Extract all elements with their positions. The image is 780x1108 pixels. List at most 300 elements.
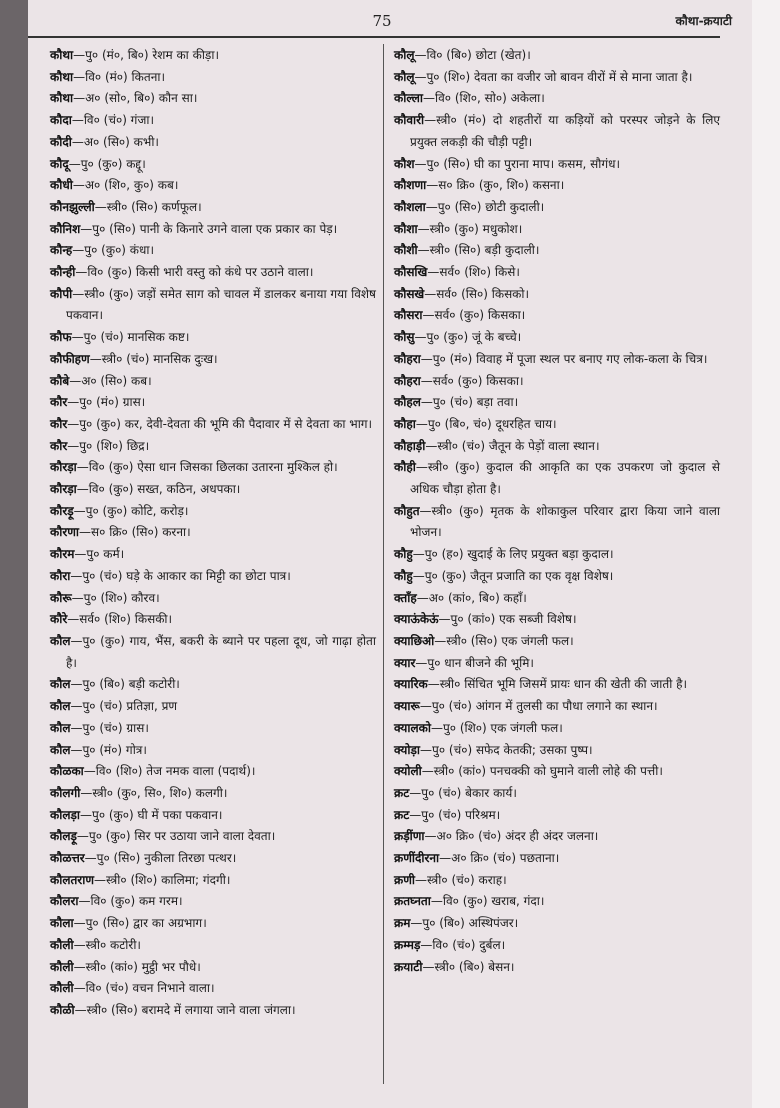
- headword: कौसखि: [394, 265, 428, 280]
- definition: पु० (कु०) कंधा।: [84, 243, 155, 258]
- em-dash: —: [70, 742, 83, 757]
- headword: कौशा: [394, 221, 418, 236]
- definition: पु० (चं०) प्रतिज्ञा, प्रण: [82, 699, 178, 714]
- definition: वि० (कु०) सख्त, कठिन, अधपका।: [88, 482, 241, 497]
- dictionary-entry: [394, 262, 720, 284]
- dictionary-entry: [394, 305, 720, 327]
- em-dash: —: [420, 373, 433, 388]
- em-dash: —: [80, 807, 92, 822]
- headword: कौलतराण: [50, 872, 94, 887]
- em-dash: —: [84, 851, 97, 866]
- headword: क्रणींदीरना: [394, 851, 440, 866]
- headword: कौनिश: [50, 221, 81, 236]
- headword: क्योड़ा: [394, 742, 421, 757]
- definition: पु० (मं०) ग्रास।: [79, 395, 146, 410]
- em-dash: —: [414, 48, 427, 62]
- headword: कौरड़ा: [50, 482, 77, 497]
- em-dash: —: [83, 764, 96, 779]
- headword: कौहुत: [394, 503, 420, 518]
- em-dash: —: [94, 872, 106, 887]
- em-dash: —: [73, 503, 86, 518]
- definition: अ० (सो०, बि०) कौन सा।: [85, 91, 198, 106]
- headword: क्रट: [394, 785, 410, 800]
- em-dash: —: [414, 69, 427, 84]
- dictionary-entry: [394, 653, 720, 675]
- definition: स्त्री० (सि०) कर्णफूल।: [106, 199, 202, 214]
- headword: क्यारू: [394, 699, 420, 714]
- dictionary-entry: [394, 631, 720, 653]
- em-dash: —: [67, 416, 80, 431]
- dictionary-entry: [50, 88, 376, 110]
- definition: पु० (मं०) गोत्र।: [82, 742, 147, 757]
- em-dash: —: [73, 91, 86, 106]
- headword: कौहाड़ी: [394, 438, 426, 453]
- em-dash: —: [415, 460, 428, 475]
- definition: अ० क्रि० (चं०) पछताना।: [451, 851, 560, 866]
- em-dash: —: [70, 699, 83, 714]
- headword: क्याछिओ: [394, 633, 435, 648]
- headword: क्रतघ्नता: [394, 894, 431, 909]
- em-dash: —: [67, 438, 80, 453]
- em-dash: —: [424, 113, 437, 128]
- headword: कौल: [50, 742, 71, 757]
- em-dash: —: [425, 199, 438, 214]
- headword: कौला: [50, 916, 74, 931]
- dictionary-entry: [50, 479, 376, 501]
- headword: कौधी: [50, 178, 73, 193]
- headword: कौहु: [394, 547, 413, 562]
- dictionary-entry: [394, 327, 720, 349]
- running-head: कौथा-क्रयाटी: [675, 14, 732, 28]
- headword: कौदा: [50, 113, 72, 128]
- headword: कौहा: [394, 416, 416, 431]
- dictionary-entry: [50, 826, 376, 848]
- dictionary-entry: [50, 45, 376, 67]
- em-dash: —: [417, 243, 430, 258]
- em-dash: —: [420, 395, 433, 410]
- headword: कौदू: [50, 156, 69, 171]
- definition: वि० (कु०) खराब, गंदा।: [442, 894, 545, 909]
- dictionary-entry: [50, 219, 376, 241]
- em-dash: —: [425, 438, 438, 453]
- headword: कौसु: [394, 330, 415, 345]
- em-dash: —: [427, 677, 440, 692]
- dictionary-entry: [50, 631, 376, 674]
- dictionary-entry: [50, 414, 376, 436]
- definition: पु० कर्म।: [86, 547, 125, 562]
- dictionary-entry: [394, 392, 720, 414]
- dictionary-entry: [50, 67, 376, 89]
- left-column: [50, 45, 376, 1022]
- dictionary-entry: [394, 870, 720, 892]
- em-dash: —: [68, 156, 81, 171]
- definition: पु० (कु०) सिर पर उठाया जाने वाला देवता।: [88, 829, 276, 844]
- dictionary-entry: [394, 371, 720, 393]
- definition: पु० (सि०) घी का पुराना माप। कसम, सौगंध।: [426, 156, 621, 171]
- em-dash: —: [72, 243, 85, 258]
- definition: स्त्री० (कु०) जड़ों समेत साग को चावल में डालकर बनाया गया विशेष पकवान।: [66, 286, 376, 323]
- definition: स्त्री० (चं०) कराह।: [427, 872, 507, 887]
- definition: पु० (शि०) देवता का वजीर जो बावन वीरों में से माना जाता है।: [426, 69, 693, 84]
- dictionary-entry: [394, 913, 720, 935]
- definition: स्त्री० (सि०) एक जंगली फल।: [446, 633, 574, 648]
- headword: कौर: [50, 395, 68, 410]
- dictionary-entry: [50, 609, 376, 631]
- dictionary-entry: [50, 891, 376, 913]
- headword: कौबे: [50, 373, 70, 388]
- em-dash: —: [424, 829, 437, 844]
- dictionary-entry: [394, 197, 720, 219]
- em-dash: —: [420, 742, 433, 757]
- headword: क्रणी: [394, 872, 416, 887]
- headword: कौलरा: [50, 894, 79, 909]
- headword: कौली: [50, 959, 74, 974]
- page-number: 75: [372, 12, 392, 30]
- dictionary-entry: [394, 544, 720, 566]
- dictionary-entry: [394, 588, 720, 610]
- em-dash: —: [415, 655, 428, 670]
- dictionary-entry: [50, 718, 376, 740]
- headword: कौल: [50, 720, 71, 735]
- definition: स० क्रि० (सि०) करना।: [91, 525, 191, 540]
- em-dash: —: [438, 612, 451, 627]
- em-dash: —: [67, 612, 80, 627]
- em-dash: —: [414, 330, 427, 345]
- definition: पु० (सि०) नुकीला तिरछा पत्थर।: [96, 851, 237, 866]
- definition: स्त्री० (मं०) दो शहतीरों या कड़ियों को परस्पर जोड़ने के लिए प्रयुक्त लकड़ी की चौड़ी पट्टी।: [410, 113, 720, 149]
- headword: कौरा: [50, 568, 71, 583]
- dictionary-entry: [50, 957, 376, 979]
- definition: पु० (मं०) विवाह में पूजा स्थल पर बनाए गए लोक-कला के चित्र।: [432, 351, 708, 366]
- em-dash: —: [80, 785, 93, 800]
- em-dash: —: [434, 633, 447, 648]
- headword: कौही: [394, 460, 416, 475]
- em-dash: —: [416, 590, 429, 605]
- dictionary-entry: [394, 718, 720, 740]
- definition: पु० (चं०) बड़ा तवा।: [432, 395, 519, 410]
- definition: पु० (चं०) बेकार कार्य।: [421, 785, 517, 800]
- dictionary-entry: [394, 501, 720, 544]
- definition: अ० (कां०, बि०) कहाँ।: [428, 590, 527, 605]
- dictionary-entry: [50, 761, 376, 783]
- definition: स्त्री० (सि०) बरामदे में लगाया जाने वाला जंगला।: [86, 1002, 296, 1017]
- em-dash: —: [415, 416, 428, 431]
- em-dash: —: [410, 916, 423, 931]
- em-dash: —: [70, 633, 83, 648]
- definition: पु० (कु०) जैतून प्रजाति का एक वृक्ष विशेष।: [424, 568, 614, 583]
- em-dash: —: [430, 720, 443, 735]
- em-dash: —: [417, 221, 430, 236]
- dictionary-entry: [394, 848, 720, 870]
- em-dash: —: [89, 351, 102, 366]
- dictionary-entry: [50, 544, 376, 566]
- headword: कौफीहण: [50, 351, 90, 366]
- dictionary-entry: [394, 45, 720, 67]
- dictionary-entry: [50, 240, 376, 262]
- headword: कौन्ह: [50, 243, 73, 258]
- definition: स्त्री० (कां०) पनचक्की को घुमाने वाली लोहे की पत्ती।: [433, 764, 663, 779]
- em-dash: —: [79, 525, 92, 540]
- em-dash: —: [412, 568, 425, 583]
- em-dash: —: [419, 503, 432, 518]
- definition: पु० (ह०) खुदाई के लिए प्रयुक्त बड़ा कुदाल।: [424, 547, 614, 562]
- headword: कौथा: [50, 91, 74, 106]
- dictionary-entry: [394, 566, 720, 588]
- em-dash: —: [424, 286, 437, 301]
- headword: कौरणा: [50, 525, 80, 540]
- dictionary-entry: [394, 761, 720, 783]
- dictionary-entry: [50, 978, 376, 1000]
- em-dash: —: [72, 286, 85, 301]
- em-dash: —: [422, 308, 435, 323]
- dictionary-entry: [394, 457, 720, 500]
- headword: कौल: [50, 699, 71, 714]
- em-dash: —: [80, 221, 93, 236]
- em-dash: —: [71, 113, 84, 128]
- definition: सर्व० (कु०) किसका।: [432, 373, 524, 388]
- dictionary-entry: [394, 175, 720, 197]
- dictionary-entry: [50, 371, 376, 393]
- definition: पु० (बि०) बड़ी कटोरी।: [82, 677, 180, 692]
- em-dash: —: [67, 395, 80, 410]
- em-dash: —: [426, 178, 439, 193]
- definition: स्त्री० (चं०) मानसिक दुःख।: [101, 351, 218, 366]
- definition: वि० (मं०) कितना।: [85, 69, 166, 84]
- dictionary-entry: [50, 588, 376, 610]
- dictionary-entry: [50, 740, 376, 762]
- definition: अ० क्रि० (चं०) अंदर ही अंदर जलना।: [436, 829, 599, 844]
- em-dash: —: [422, 91, 435, 106]
- headword: कौर: [50, 416, 68, 431]
- em-dash: —: [70, 720, 83, 735]
- definition: पु० (कु०) कर, देवी-देवता की भूमि की पैदावार में से देवता का भाग।: [79, 416, 373, 431]
- definition: अ० (सि०) कभी।: [83, 134, 159, 149]
- headword: कौफ: [50, 330, 72, 345]
- definition: वि० (कु०) कम गरम।: [90, 894, 183, 909]
- dictionary-entry: [394, 414, 720, 436]
- dictionary-entry: [50, 913, 376, 935]
- em-dash: —: [414, 156, 427, 171]
- definition: वि० (शि०) तेज नमक वाला (पदार्थ)।: [95, 764, 256, 779]
- dictionary-entry: [50, 805, 376, 827]
- definition: पु० (चं०) मानसिक कष्ट।: [83, 330, 190, 345]
- dictionary-entry: [394, 935, 720, 957]
- dictionary-entry: [50, 154, 376, 176]
- definition: स्त्री० (कु०, सि०, शि०) कलगी।: [92, 785, 228, 800]
- definition: पु० (चं०) सफेद केतकी; उसका पुष्प।: [432, 742, 593, 757]
- headword: कौळत्तर: [50, 851, 85, 866]
- dictionary-entry: [394, 110, 720, 153]
- headword: कौहरा: [394, 373, 421, 388]
- definition: सर्व० (शि०) किसे।: [439, 265, 520, 280]
- em-dash: —: [76, 460, 89, 475]
- definition: सर्व० (शि०) किसकी।: [79, 612, 173, 627]
- definition: पु० (चं०) आंगन में तुलसी का पौधा लगाने का स्थान।: [431, 699, 658, 714]
- headword: क्रड़ींणा: [394, 829, 425, 844]
- headword: क्यालको: [394, 720, 431, 735]
- em-dash: —: [415, 872, 428, 887]
- definition: पु० (चं०) ग्रास।: [82, 720, 149, 735]
- definition: पु० (सि०) पानी के किनारे उगने वाला एक प्रकार का पेड़।: [92, 221, 338, 236]
- headword: कौल: [50, 677, 71, 692]
- dictionary-entry: [50, 262, 376, 284]
- definition: पु० (शि०) कौरव।: [83, 590, 160, 605]
- dictionary-entry: [50, 501, 376, 523]
- dictionary-entry: [50, 392, 376, 414]
- definition: पु० (मं०, बि०) रेशम का कीड़ा।: [85, 48, 220, 62]
- definition: अ० (सि०) कब।: [81, 373, 152, 388]
- right-column: [394, 45, 720, 978]
- em-dash: —: [94, 199, 107, 214]
- definition: वि० (बि०) छोटा (खेत)।: [426, 48, 531, 62]
- dictionary-entry: [394, 674, 720, 696]
- definition: वि० (शि०, सो०) अकेला।: [434, 91, 545, 106]
- definition: पु० (शि०) छिद्र।: [79, 438, 150, 453]
- headword: क्रम: [394, 916, 411, 931]
- headword: क्यार: [394, 655, 416, 670]
- em-dash: —: [74, 547, 87, 562]
- definition: पु० (कां०) एक सब्जी विशेष।: [450, 612, 577, 627]
- definition: सर्व० (सि०) किसको।: [436, 286, 530, 301]
- headword: क्रट: [394, 807, 410, 822]
- definition: स्त्री० (कां०) मुट्ठी भर पौधे।: [85, 959, 201, 974]
- em-dash: —: [73, 937, 86, 952]
- headword: कौलगी: [50, 785, 81, 800]
- dictionary-entry: [394, 826, 720, 848]
- headword: कौश: [394, 156, 415, 171]
- definition: स्त्री० कटोरी।: [85, 937, 141, 952]
- dictionary-entry: [50, 197, 376, 219]
- headword: क्रम्मड़: [394, 937, 421, 952]
- headword: कौनझुल्ली: [50, 199, 95, 214]
- headword: कौरम: [50, 547, 75, 562]
- dictionary-entry: [394, 349, 720, 371]
- definition: पु० (कु०) घी में पका पकवान।: [92, 807, 223, 822]
- em-dash: —: [427, 265, 440, 280]
- definition: वि० (चं०) दुर्बल।: [432, 937, 506, 952]
- dictionary-entry: [50, 522, 376, 544]
- dictionary-entry: [394, 696, 720, 718]
- headword: कौरू: [50, 590, 72, 605]
- headword: कौल्ला: [394, 91, 423, 106]
- em-dash: —: [420, 351, 433, 366]
- headword: कौळका: [50, 764, 84, 779]
- definition: पु० (कु०) गाय, भैंस, बकरी के ब्याने पर पहला दूध, जो गाढ़ा होता है।: [66, 633, 376, 670]
- em-dash: —: [73, 916, 86, 931]
- dictionary-entry: [394, 154, 720, 176]
- definition: पु० (कु०) कोटि, करोड़।: [85, 503, 189, 518]
- headword: कौली: [50, 937, 74, 952]
- headword: कौरड़ू: [50, 503, 74, 518]
- headword: क्ताँह: [394, 590, 417, 605]
- headword: क्रयाटी: [394, 959, 423, 974]
- dictionary-entry: [394, 88, 720, 110]
- dictionary-entry: [50, 783, 376, 805]
- dictionary-entry: [394, 805, 720, 827]
- dictionary-entry: [50, 674, 376, 696]
- dictionary-entry: [50, 566, 376, 588]
- definition: अ० (शि०, कु०) कब।: [84, 178, 179, 193]
- em-dash: —: [430, 894, 443, 909]
- headword: कौवारी: [394, 113, 425, 128]
- definition: स्त्री० (सि०) बड़ी कुदाली।: [429, 243, 540, 258]
- definition: पु० (बि०) अस्थिपंजर।: [422, 916, 519, 931]
- headword: कौशी: [394, 243, 418, 258]
- definition: पु० (चं०) घड़े के आकार का मिट्टी का छोटा पात्र।: [82, 568, 291, 583]
- dictionary-entry: [50, 696, 376, 718]
- dictionary-entry: [50, 870, 376, 892]
- definition: पु० (कु०) जूं के बच्चे।: [426, 330, 522, 345]
- definition: पु० (चं०) परिश्रम।: [421, 807, 501, 822]
- page-edge: [752, 0, 780, 1108]
- headword: क्याऊंकेऊं: [394, 612, 439, 627]
- dictionary-entry: [394, 609, 720, 631]
- em-dash: —: [73, 959, 86, 974]
- definition: स्त्री० (बि०) बेसन।: [434, 959, 515, 974]
- headword: कौरड़ा: [50, 460, 77, 475]
- definition: पु० (सि०) द्वार का अग्रभाग।: [85, 916, 207, 931]
- headword: कौशला: [394, 199, 426, 214]
- definition: पु० (कु०) कद्दू।: [80, 156, 146, 171]
- definition: स्त्री० (कु०) मधुकोश।: [429, 221, 523, 236]
- dictionary-entry: [394, 740, 720, 762]
- definition: वि० (कु०) ऐसा धान जिसका छिलका उतारना मुश्किल हो।: [88, 460, 338, 475]
- dictionary-entry: [394, 891, 720, 913]
- definition: वि० (चं०) वचन निभाने वाला।: [85, 981, 215, 996]
- em-dash: —: [419, 699, 432, 714]
- definition: पु० (बि०, चं०) दूधरहित चाय।: [427, 416, 557, 431]
- headword: कौलू: [394, 48, 415, 62]
- headword: कौथा: [50, 48, 74, 62]
- em-dash: —: [439, 851, 452, 866]
- dictionary-entry: [394, 219, 720, 241]
- em-dash: —: [73, 69, 86, 84]
- headword: कौदी: [50, 134, 72, 149]
- dictionary-entry: [50, 1000, 376, 1022]
- dictionary-entry: [394, 436, 720, 458]
- definition: स्त्री० (चं०) जैतून के पेड़ों वाला स्थान।: [437, 438, 600, 453]
- headword: कौसखे: [394, 286, 425, 301]
- definition: स्त्री० (शि०) कालिमा; गंदगी।: [106, 872, 231, 887]
- dictionary-entry: [50, 132, 376, 154]
- headword: कौलड़ा: [50, 807, 80, 822]
- definition: स० क्रि० (कु०, शि०) कसना।: [438, 178, 565, 193]
- headword: कौळी: [50, 1002, 75, 1017]
- dictionary-entry: [50, 110, 376, 132]
- dictionary-entry: [50, 848, 376, 870]
- em-dash: —: [73, 981, 86, 996]
- em-dash: —: [75, 265, 88, 280]
- headword: कौली: [50, 981, 74, 996]
- headword: कौथा: [50, 69, 74, 84]
- em-dash: —: [70, 677, 83, 692]
- headword: कौरे: [50, 612, 68, 627]
- em-dash: —: [72, 178, 85, 193]
- headword: कौर: [50, 438, 68, 453]
- dictionary-entry: [50, 175, 376, 197]
- dictionary-entry: [394, 240, 720, 262]
- headword: कौल: [50, 633, 71, 648]
- em-dash: —: [71, 134, 84, 149]
- dictionary-entry: [50, 327, 376, 349]
- definition: वि० (चं०) गंजा।: [83, 113, 155, 128]
- definition: पु० (शि०) एक जंगली फल।: [442, 720, 563, 735]
- em-dash: —: [73, 48, 86, 62]
- em-dash: —: [71, 590, 84, 605]
- em-dash: —: [71, 330, 84, 345]
- dictionary-entry: [394, 957, 720, 979]
- definition: पु० (सि०) छोटी कुदाली।: [437, 199, 545, 214]
